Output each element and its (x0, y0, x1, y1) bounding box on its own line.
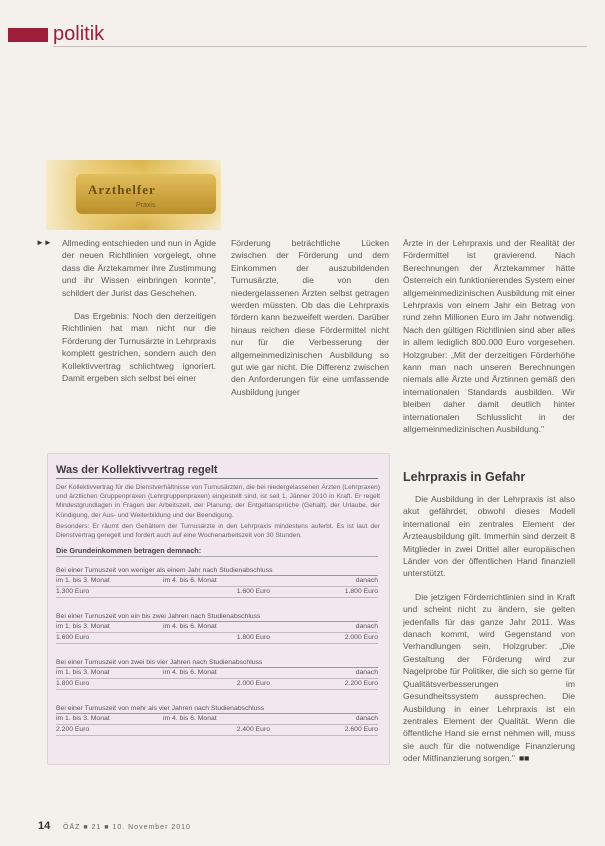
table-caption: Bei einer Turnuszeit von weniger als einem Jahr nach Studienabschluss (56, 566, 378, 576)
table-cell: 1.300 Euro (56, 588, 90, 595)
table-cell: im 1. bis 3. Monat (56, 623, 110, 630)
table-cell: im 1. bis 3. Monat (56, 577, 110, 584)
end-marker: ■■ (518, 753, 530, 764)
article-column-3-continued (403, 493, 575, 776)
table-cell: im 4. bis 6. Monat (163, 715, 217, 722)
table-row (56, 633, 378, 644)
salary-table (56, 658, 378, 690)
table-row (56, 714, 378, 725)
page-footer (38, 820, 191, 832)
info-box-rule (56, 478, 378, 479)
table-caption: Bei einer Turnuszeit von ein bis zwei Jahren nach Studienabschluss (56, 612, 378, 622)
salary-table (56, 704, 378, 736)
table-row (56, 679, 378, 690)
paragraph: Förderung beträchtliche Lücken zwischen der Förderung und dem Einkommen der auszubildenden Turnusärzte, die von den niedergelassenen Ärzten selbst getragen werden müssten. Ob das die Lehrpraxis fördern kann bezweifelt werden. Darüber hinaus reichen diese Fördermittel nicht nur für die Verbesserung der allgemeinmedizinischen Ausbildung so gut wie gar nicht. Die Differenz zwischen den Anforderungen für eine umfassende Ausbildung junger (231, 238, 389, 397)
table-cell: im 4. bis 6. Monat (163, 669, 217, 676)
paragraph: Allmeding entschieden und nun in Ägide der neuen Richtlinien vorgelegt, ohne dass die Ärztekammer ihre Zustimmung und ihr Wissen einbringen konnte", schildert der Jurist das Geschehen. (62, 238, 216, 298)
table-cell: 1.600 Euro (236, 588, 270, 595)
table-cell: danach (355, 577, 378, 584)
table-cell: im 1. bis 3. Monat (56, 715, 110, 722)
section-title: politik (53, 23, 105, 45)
table-caption: Bei einer Turnuszeit von mehr als vier Jahren nach Studienabschluss (56, 704, 378, 714)
table-cell: 2.400 Euro (236, 726, 270, 733)
table-cell: 1.800 Euro (344, 588, 378, 595)
magazine-issue: ÖÄZ ■ 21 ■ 10. November 2010 (63, 824, 191, 831)
header-rule (53, 46, 587, 47)
table-cell: 2.200 Euro (344, 680, 378, 687)
table-cell: 2.000 Euro (344, 634, 378, 641)
table-cell: 2.200 Euro (56, 726, 90, 733)
article-column-3 (403, 237, 575, 447)
table-cell: 1.600 Euro (56, 634, 90, 641)
table-row (56, 622, 378, 633)
table-cell: 1.800 Euro (236, 634, 270, 641)
info-box-subtitle: Die Grundeinkommen betragen demnach: (56, 546, 202, 555)
continuation-marker: ►► (36, 238, 52, 247)
table-cell: danach (355, 669, 378, 676)
table-cell: im 1. bis 3. Monat (56, 669, 110, 676)
table-row (56, 576, 378, 587)
section-color-bar (8, 28, 48, 42)
table-cell: im 4. bis 6. Monat (163, 577, 217, 584)
page-number: 14 (38, 820, 51, 832)
table-row (56, 668, 378, 679)
table-cell: danach (355, 715, 378, 722)
paragraph: Ärzte in der Lehrpraxis und der Realität der Fördermittel ist gravierend. Nach Berechnungen der Ärztekammer hätte Österreich ein funktionierendes System einer allgemeinmedizinischen Ausbildung mit einer Lehrpraxis von einem Jahr ein Betrag von rund zehn Millionen Euro im Jahr notwendig. Nach den gültigen Richtlinien sind aber alles in allem lediglich 800.000 Euro vorgesehen. Holzgruber: „Mit der derzeitigen Förderhöhe kann man nach unseren Berechnungen niemals alle Ärzte und Ärztinnen gemäß den internationalen Standards ausbilden. Wir bleiben daher damit deutlich hinter internationalen Schlusslicht in der allgemeinmedizinischen Ausbildung." (403, 238, 575, 435)
subheading: Lehrpraxis in Gefahr (403, 470, 526, 484)
paragraph: Das Ergebnis: Noch den derzeitigen Richtlinien hat man nicht nur die Förderung der Turnusärzte in Lehrpraxis komplett gestrichen, sondern auch den Kollektivvertrag schlichtweg ignoriert. Damit ergeben sich selbst bei einer (62, 311, 216, 384)
paragraph: Die Ausbildung in der Lehrpraxis ist also akut gefährdet, obwohl dieses Modell international ein zentrales Element der Ärzteausbildung gilt. Immerhin sind derzeit 8 Mitglieder in zwei Drittel aller europäischen Länder von der öffentlichen Hand finanziell unterstützt. (403, 494, 575, 579)
article-photo (46, 160, 221, 230)
salary-table (56, 612, 378, 644)
table-cell: 1.800 Euro (56, 680, 90, 687)
info-box-text: Besonders: Er räumt den Gehältern der Turnusärzte in den Lehrpraxis mindestens auferbt. Es ist laut der Dienstvertrag geregelt und fordert auch auf eine Wochenarbeitszeit von 30 Stunden. (56, 523, 380, 540)
salary-table (56, 566, 378, 598)
info-box-subtitle-rule (56, 556, 378, 557)
table-cell: 2.600 Euro (344, 726, 378, 733)
article-column-1 (62, 237, 216, 395)
table-caption: Bei einer Turnuszeit von zwei bis vier Jahren nach Studienabschluss (56, 658, 378, 668)
paragraph-text: Die jetzigen Förderrichtlinien sind in Kraft und scheint nicht zu ändern, sie gelten jedenfalls für das ganze Jahr 2011. Was danach kommt, wird Gegenstand von Verhandlungen sein, Holzgruber: „Die Gestaltung der Förderung wird zur Nagelprobe für Politiker, die sich so gerne für Qualitätsverbesserungen im Gesundheitssystem aussprechen. Die Ausbildung in einer Lehrpraxis ist ein zentrales Element der Qualität. Wenn die öffentliche Hand sie ernst nehmen will, muss sie auch für die notwendige Finanzierung oder Mitfinanzierung sorgen." (403, 591, 575, 764)
paragraph (403, 591, 575, 765)
table-cell: im 4. bis 6. Monat (163, 623, 217, 630)
article-column-2 (231, 237, 389, 409)
photo-plaque-text: Arzthelfer (88, 182, 156, 197)
table-row (56, 587, 378, 598)
photo-plaque-subtext: Praxis (136, 202, 156, 209)
info-box-title: Was der Kollektivvertrag regelt (56, 464, 218, 476)
table-cell: 2.000 Euro (236, 680, 270, 687)
table-cell: danach (355, 623, 378, 630)
info-box-text: Der Kollektivvertrag für die Dienstverhältnisse von Turnusärzten, die bei niedergelassenen Ärzten (Lehrpraxen) und ärztlichen Gruppenpraxen (Lehrgruppenpraxen) eingestellt sind, ist seit 1. Jänner 2010 in Kraft. Er regelt Mindestgrundlagen in Fragen der Arbeitszeit, der Planung, der Entgeltansprüche (Gehalt), der Urlaube, der Kündigung, der Aus- und Weiterbildung und der Beendigung. (56, 484, 380, 519)
table-row (56, 725, 378, 736)
